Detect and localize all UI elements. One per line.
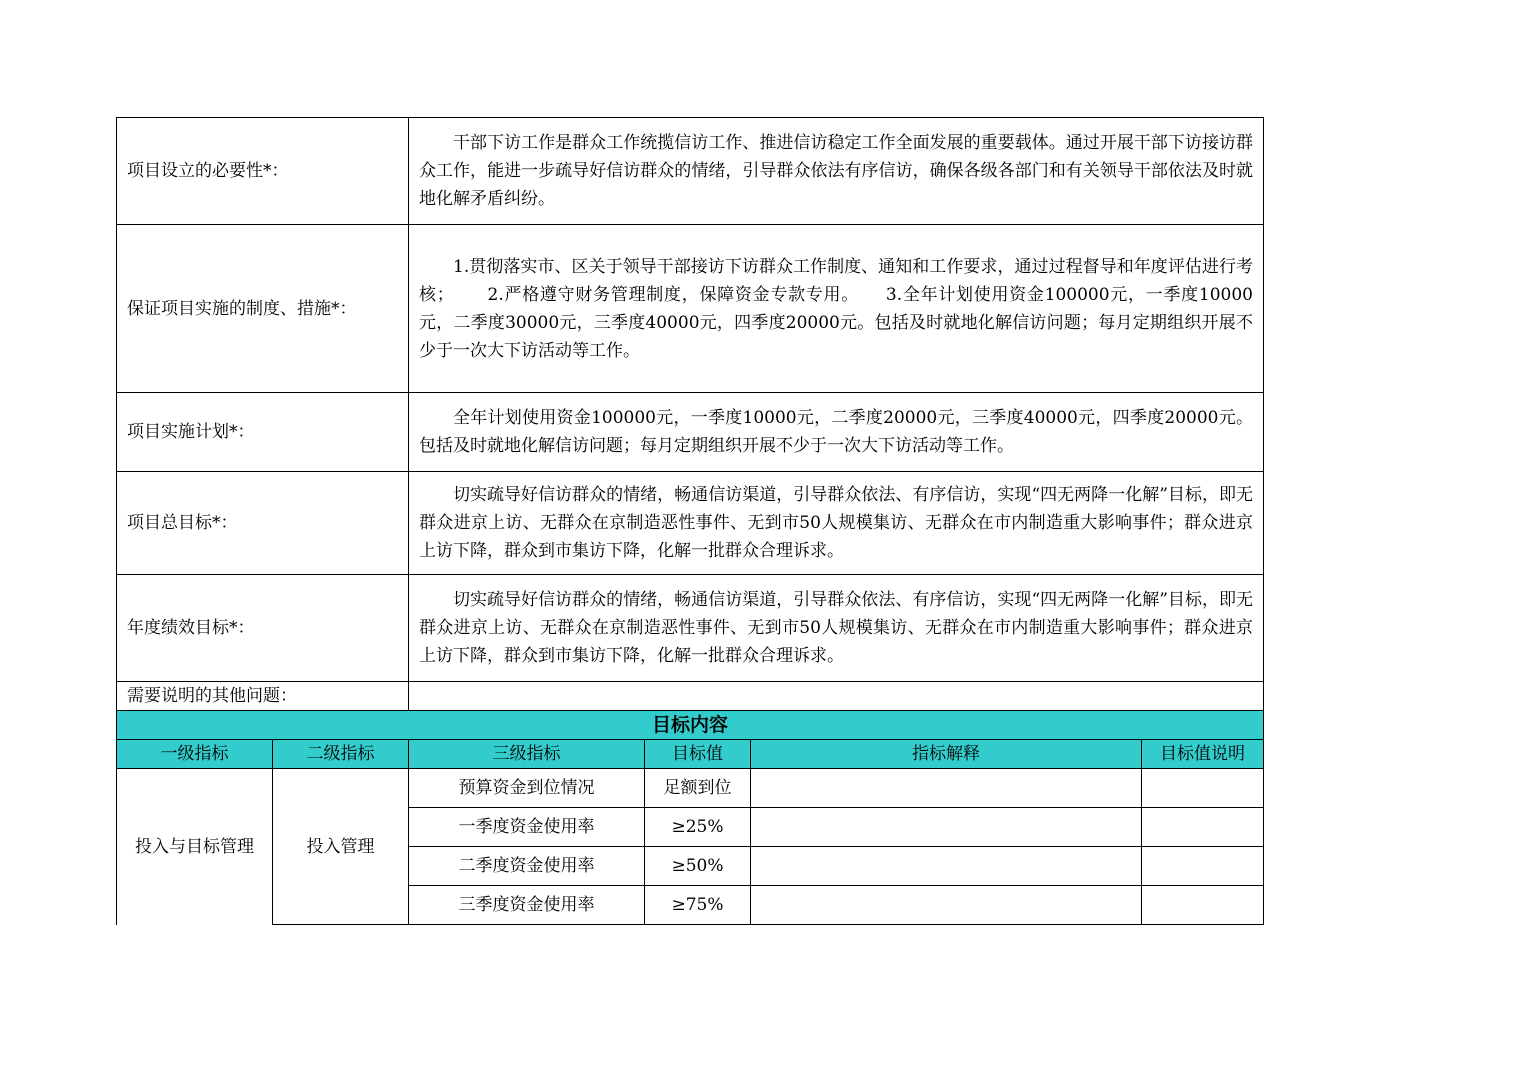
project-form — [116, 117, 1263, 925]
plan-label: 项目实施计划*： — [117, 393, 409, 472]
other-text — [409, 682, 1264, 711]
explanation-cell — [751, 847, 1142, 886]
level1-cell: 投入与目标管理 — [117, 769, 273, 925]
targets-title-row — [117, 711, 1264, 740]
targets-header-row — [117, 740, 1264, 769]
col-target-value: 目标值 — [645, 740, 751, 769]
measures-text: 1.贯彻落实市、区关于领导干部接访下访群众工作制度、通知和工作要求，通过过程督导和年度评估进行考核； 2.严格遵守财务管理制度，保障资金专款专用。 3.全年计划使用资金100000元，一季度10000元，二季度30000元，三季度40000元，四季度20000元。包括及时就地化解信访问题；每月定期组织开展不少于一次大下访活动等工作。 — [419, 256, 1253, 361]
row-measures — [117, 225, 1264, 393]
measures-label: 保证项目实施的制度、措施*： — [117, 225, 409, 393]
target-value-cell: ≥75% — [645, 886, 751, 925]
value-note-cell — [1142, 808, 1264, 847]
col-level3: 三级指标 — [409, 740, 645, 769]
value-note-cell — [1142, 769, 1264, 808]
row-annual-goal — [117, 575, 1264, 682]
plan-cell — [409, 393, 1264, 472]
level3-cell: 一季度资金使用率 — [409, 808, 645, 847]
col-level1: 一级指标 — [117, 740, 273, 769]
explanation-cell — [751, 808, 1142, 847]
explanation-cell — [751, 886, 1142, 925]
plan-text: 全年计划使用资金100000元，一季度10000元，二季度20000元，三季度40000元，四季度20000元。包括及时就地化解信访问题；每月定期组织开展不少于一次大下访活动等工作。 — [419, 408, 1253, 456]
annual-goal-label: 年度绩效目标*： — [117, 575, 409, 682]
level2-cell: 投入管理 — [273, 769, 409, 925]
level3-cell: 三季度资金使用率 — [409, 886, 645, 925]
overall-goal-cell — [409, 472, 1264, 575]
row-necessity — [117, 118, 1264, 225]
necessity-cell — [409, 118, 1264, 225]
overall-goal-text: 切实疏导好信访群众的情绪，畅通信访渠道，引导群众依法、有序信访，实现“四无两降一化解”目标，即无群众进京上访、无群众在京制造恶性事件、无到市50人规模集访、无群众在市内制造重大影响事件；群众进京上访下降，群众到市集访下降，化解一批群众合理诉求。 — [419, 485, 1253, 561]
other-label: 需要说明的其他问题： — [117, 682, 409, 711]
measures-cell — [409, 225, 1264, 393]
project-info-table — [116, 117, 1264, 925]
targets-title: 目标内容 — [117, 711, 1264, 740]
annual-goal-text: 切实疏导好信访群众的情绪，畅通信访渠道，引导群众依法、有序信访，实现“四无两降一化解”目标，即无群众进京上访、无群众在京制造恶性事件、无到市50人规模集访、无群众在市内制造重大影响事件；群众进京上访下降，群众到市集访下降，化解一批群众合理诉求。 — [419, 590, 1253, 666]
table-row — [117, 769, 1264, 808]
col-value-note: 目标值说明 — [1142, 740, 1264, 769]
col-level2: 二级指标 — [273, 740, 409, 769]
row-plan — [117, 393, 1264, 472]
explanation-cell — [751, 769, 1142, 808]
target-value-cell: 足额到位 — [645, 769, 751, 808]
annual-goal-cell — [409, 575, 1264, 682]
target-value-cell: ≥25% — [645, 808, 751, 847]
target-value-cell: ≥50% — [645, 847, 751, 886]
col-explanation: 指标解释 — [751, 740, 1142, 769]
necessity-label: 项目设立的必要性*： — [117, 118, 409, 225]
level3-cell: 预算资金到位情况 — [409, 769, 645, 808]
necessity-text: 干部下访工作是群众工作统揽信访工作、推进信访稳定工作全面发展的重要载体。通过开展干部下访接访群众工作，能进一步疏导好信访群众的情绪，引导群众依法有序信访，确保各级各部门和有关领导干部依法及时就地化解矛盾纠纷。 — [419, 133, 1253, 209]
overall-goal-label: 项目总目标*： — [117, 472, 409, 575]
value-note-cell — [1142, 847, 1264, 886]
level3-cell: 二季度资金使用率 — [409, 847, 645, 886]
value-note-cell — [1142, 886, 1264, 925]
row-other — [117, 682, 1264, 711]
row-overall-goal — [117, 472, 1264, 575]
